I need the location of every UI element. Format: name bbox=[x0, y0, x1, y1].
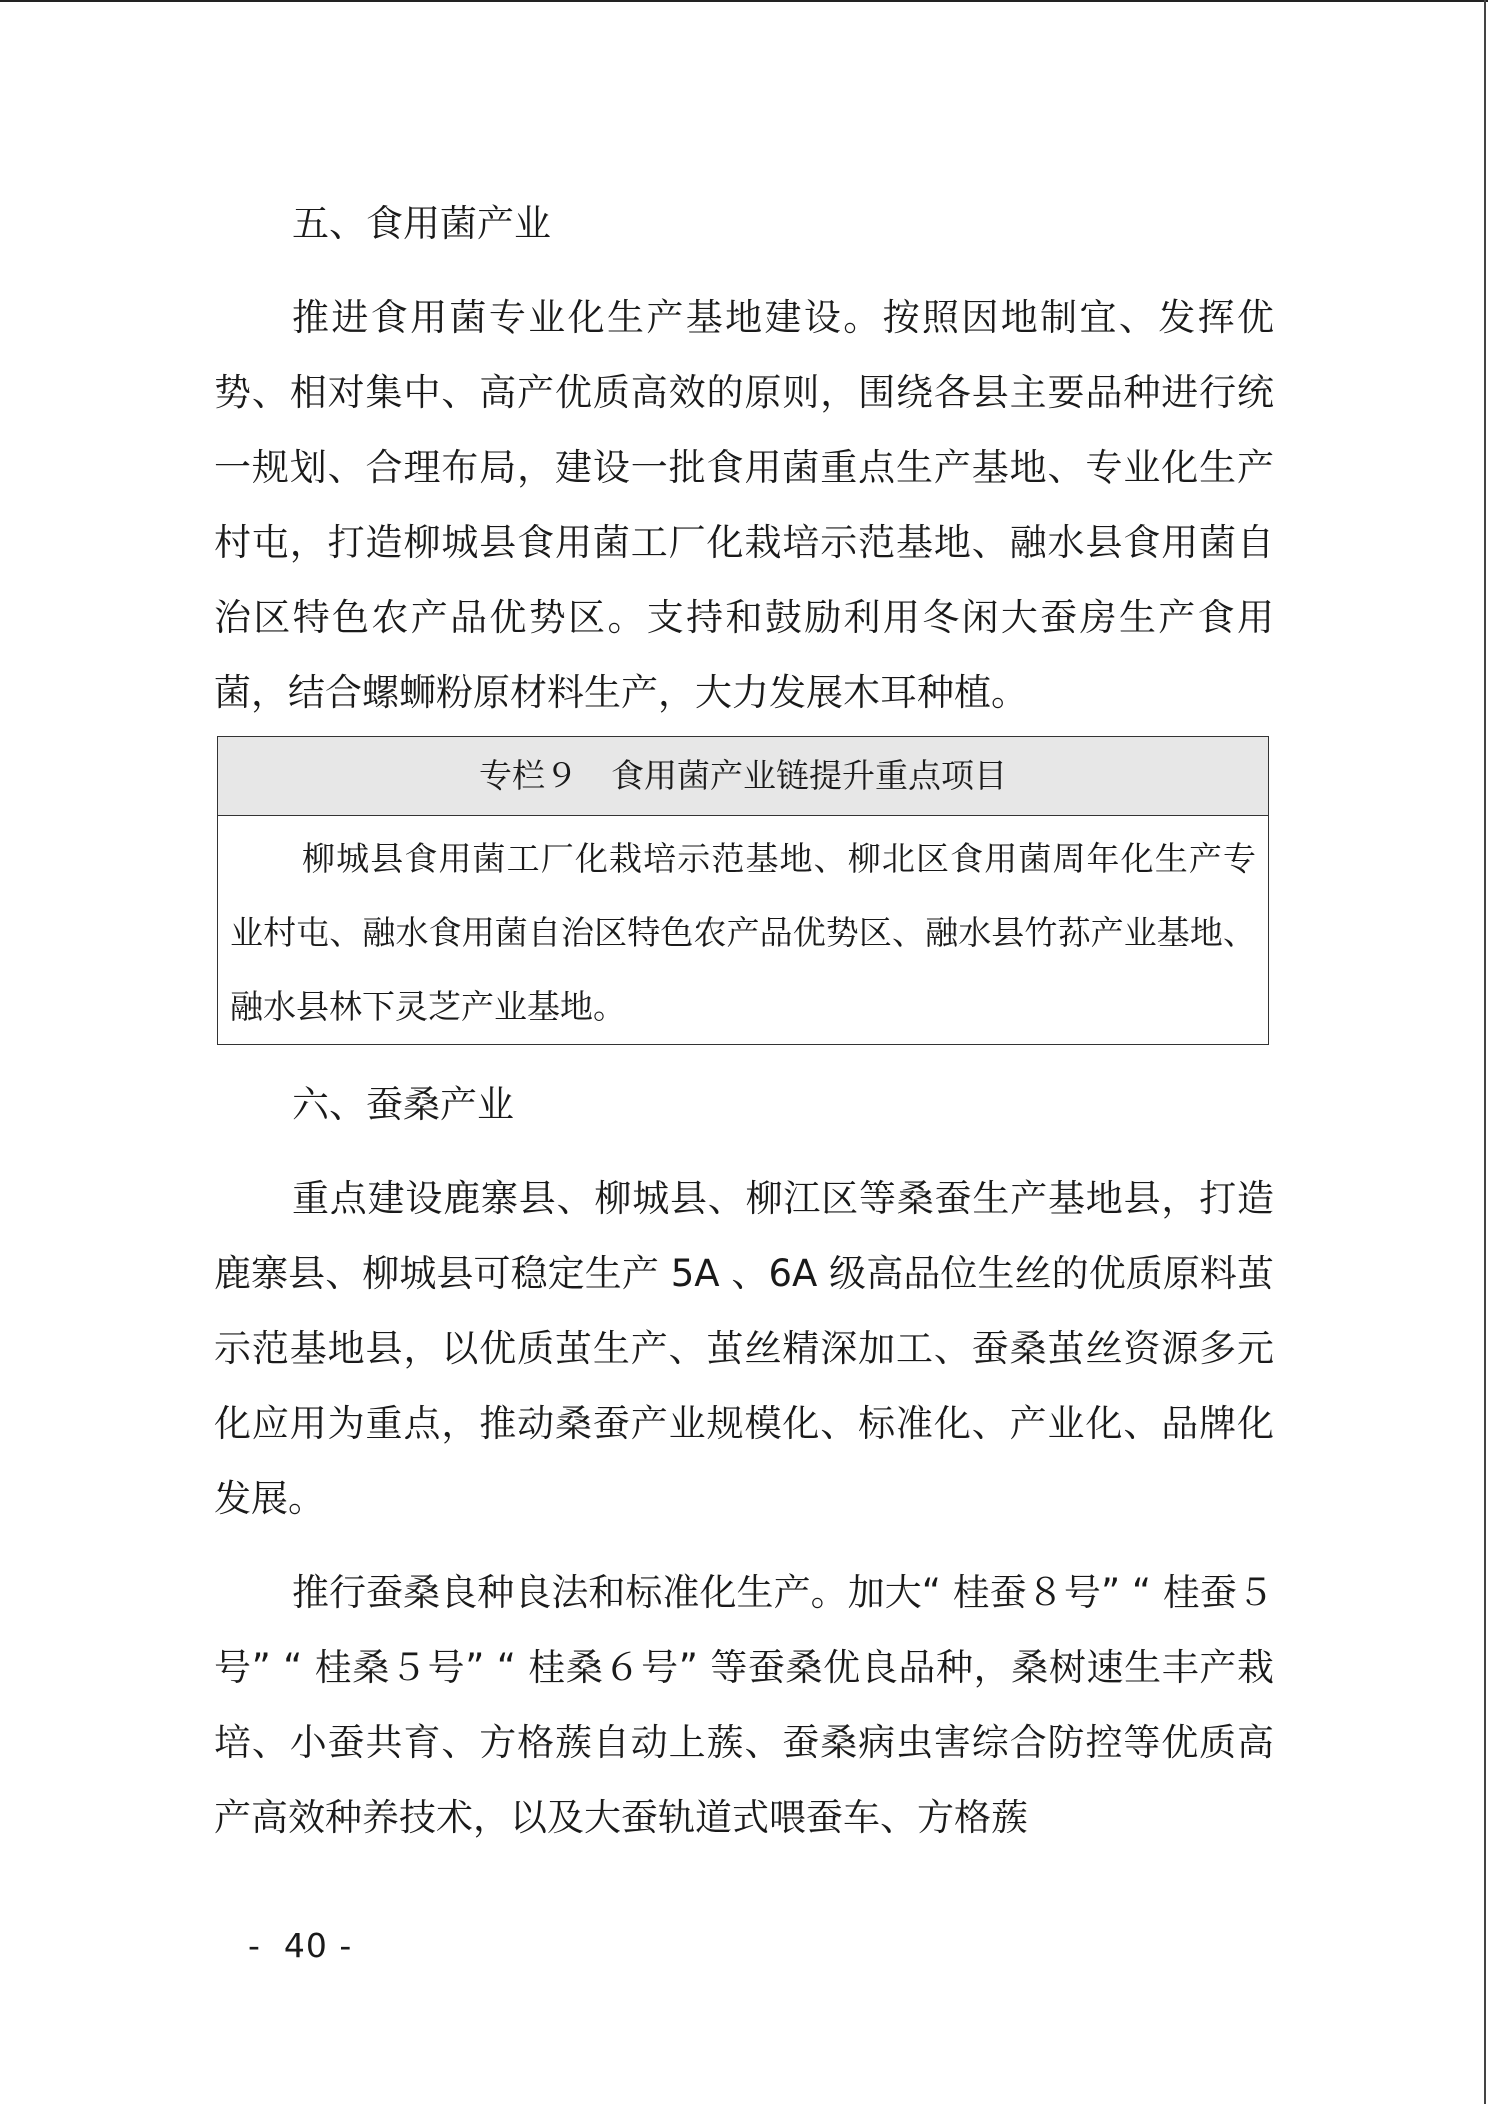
section-heading-edible-fungi: 五、食用菌产业 bbox=[292, 202, 551, 245]
feature-box-title: 专栏９ 食用菌产业链提升重点项目 bbox=[218, 737, 1268, 816]
document-page bbox=[214, 186, 1274, 1855]
page-frame-right bbox=[1484, 0, 1486, 2104]
section-heading-sericulture: 六、蚕桑产业 bbox=[292, 1083, 514, 1126]
paragraph-edible-fungi: 推进食用菌专业化生产基地建设。按照因地制宜、发挥优势、相对集中、高产优质高效的原则，围绕各县主要品种进行统一规划、合理布局，建设一批食用菌重点生产基地、专业化生产村屯，打造柳城县食用菌工厂化栽培示范基地、融水县食用菌自治区特色农产品优势区。支持和鼓励利用冬闲大蚕房生产食用菌，结合螺蛳粉原材料生产，大力发展木耳种植。 bbox=[214, 296, 1274, 714]
page-number: - 40 - bbox=[248, 1926, 353, 1965]
feature-box-body: 柳城县食用菌工厂化栽培示范基地、柳北区食用菌周年化生产专业村屯、融水食用菌自治区特色农产品优势区、融水县竹荪产业基地、融水县林下灵芝产业基地。 bbox=[230, 839, 1256, 1026]
page-frame-top bbox=[0, 0, 1488, 2]
paragraph-sericulture-2: 推行蚕桑良种良法和标准化生产。加大“ 桂蚕８号” “ 桂蚕５号” “ 桂桑５号” “ 桂桑６号” 等蚕桑优良品种，桑树速生丰产栽培、小蚕共育、方格蔟自动上蔟、蚕桑病虫害综合防控等优质高产高效种养技术，以及大蚕轨道式喂蚕车、方格蔟 bbox=[214, 1571, 1274, 1839]
paragraph-sericulture-1: 重点建设鹿寨县、柳城县、柳江区等桑蚕生产基地县，打造鹿寨县、柳城县可稳定生产 5A 、6A 级高品位生丝的优质原料茧示范基地县，以优质茧生产、茧丝精深加工、蚕桑茧丝资源多元化应用为重点，推动桑蚕产业规模化、标准化、产业化、品牌化发展。 bbox=[214, 1177, 1274, 1520]
feature-box bbox=[217, 736, 1269, 1045]
